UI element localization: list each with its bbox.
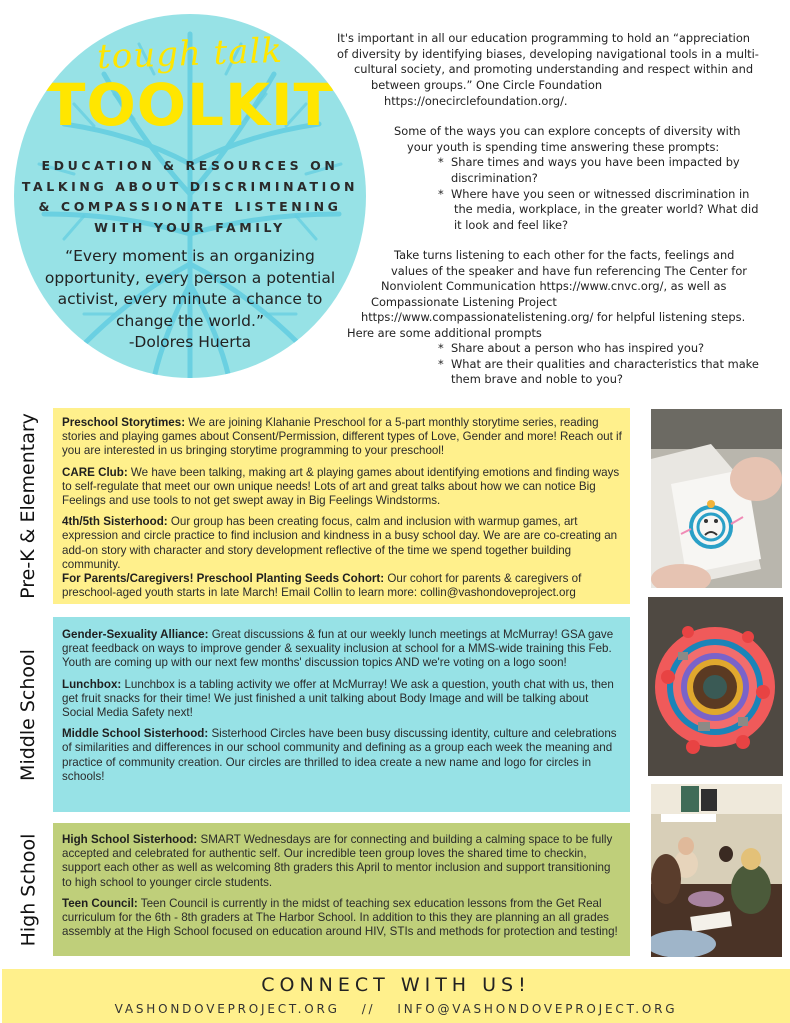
program-description: Our cohort for parents & caregivers of preschool-aged youth starts in late March! Email Collin to learn more: collin@vashondoveproject.org — [62, 572, 582, 600]
quote-line: change the world.” — [116, 311, 264, 330]
section-label-prek-elementary — [8, 408, 48, 604]
program-item — [62, 678, 622, 721]
section-label-middle-school — [8, 617, 48, 812]
prompt-line: it look and feel like? — [454, 218, 569, 232]
section-label-text: Middle School — [17, 648, 40, 781]
quote-line: opportunity, every person a potential — [44, 268, 336, 287]
quote-line: activist, every minute a chance to — [57, 290, 323, 308]
intro-line: Here are some additional prompts — [347, 326, 542, 340]
section-label-high-school — [8, 823, 48, 956]
prompt-line: Share times and ways you have been impacted by — [451, 155, 740, 169]
bullet: * — [438, 155, 444, 169]
program-title: Gender-Sexuality Alliance: — [62, 628, 209, 641]
one-circle-link[interactable]: https://onecirclefoundation.org/. — [384, 94, 568, 108]
intro-line: of diversity by identifying biases, developing navigational tools in a multi- — [337, 47, 759, 61]
photo-heart-circle — [648, 597, 783, 776]
intro-line: between groups.” One Circle Foundation — [371, 78, 603, 92]
intro-line: Compassionate Listening Project — [371, 295, 557, 309]
email-link[interactable]: INFO@VASHONDOVEPROJECT.ORG — [397, 1002, 678, 1016]
bullet: * — [438, 357, 444, 371]
program-description: Sisterhood Circles have been busy discussing identity, culture and celebrations of similarities and differences in our school community and defining as a group each week the meaning and practice of community creation. Our circles are thrilled to idea create a new name and logo for circles in schools! — [62, 727, 617, 783]
script-title: tough talk — [96, 30, 284, 78]
bullet: * — [438, 187, 444, 201]
program-title: High School Sisterhood: — [62, 833, 198, 846]
program-item — [62, 572, 622, 600]
program-item — [62, 466, 622, 509]
program-description: SMART Wednesdays are for connecting and building a calming space to be fully accepted and celebrated for authentic self. Our incredible teen group loves the shared time to checkin, support each other as well as welcoming 8th graders this April to mentor inclusion and support transitioning to high school to younger circle students. — [62, 833, 613, 889]
program-item — [62, 727, 622, 784]
program-title: Middle School Sisterhood: — [62, 727, 209, 741]
separator: // — [361, 1002, 376, 1016]
program-title: Lunchbox: — [62, 677, 122, 691]
program-item — [62, 897, 622, 940]
middle-school-box — [53, 617, 630, 812]
photo-drawing-book — [651, 409, 782, 588]
program-description: Lunchbox is a tabling activity we offer at McMurray! We ask a question, youth chat with us, then get fruit snacks for their time! We just finished a unit talking about Body Image and will be talking about Social Media Safety next! — [62, 677, 614, 720]
intro-line: Some of the ways you can explore concepts of diversity with — [394, 124, 741, 138]
section-label-text: Pre-K & Elementary — [17, 413, 39, 599]
program-title: For Parents/Caregivers! Preschool Planting Seeds Cohort: — [62, 572, 385, 586]
program-description: Our group has been creating focus, calm and inclusion with warmup games, art expression and circle practice to find inclusion and kindness in a busy school day. We are are co-creating an add-on story with character and story development reflective of the time we spend together building community. — [62, 515, 618, 571]
prompt-line: them brave and noble to you? — [451, 372, 623, 386]
hero-circle — [14, 14, 366, 378]
prompt-line: Share about a person who has inspired you? — [451, 341, 705, 355]
program-description: We are joining Klahanie Preschool for a 5-part monthly storytime series, reading stories and playing games about Consent/Permission, different types of Love, Gender and more! Reach out if you are interested in us bringing storytime programming to your preschool! — [62, 416, 622, 458]
bullet: * — [438, 341, 444, 355]
intro-line: Nonviolent Communication https://www.cnvc.org/, as well as — [381, 279, 727, 293]
dolores-huerta-quote — [14, 246, 366, 354]
prompt-line: discrimination? — [451, 171, 538, 185]
subtitle-line: EDUCATION & RESOURCES ON — [41, 158, 339, 173]
high-school-box — [53, 823, 630, 956]
program-item — [62, 515, 622, 572]
program-description: Teen Council is currently in the midst of teaching sex education lessons from the Get Real curriculum for the 6th - 8th graders at The Harbor School. In addition to this they are planning an all grades assembly at the High School focused on education around HIV, STIs and methods for protection and testing! — [62, 896, 618, 939]
program-item — [62, 628, 622, 671]
intro-line: It's important in all our education programming to hold an “appreciation — [337, 31, 751, 45]
prompt-line: Where have you seen or witnessed discrimination in — [451, 187, 750, 201]
intro-line: cultural society, and promoting understanding and respect within and — [354, 62, 754, 76]
photo-teen-group — [651, 784, 782, 957]
section-label-text: High School — [17, 833, 40, 946]
program-title: Teen Council: — [62, 896, 138, 910]
website-link[interactable]: VASHONDOVEPROJECT.ORG — [114, 1002, 340, 1016]
subtitle-line: & COMPASSIONATE LISTENING — [38, 199, 342, 214]
intro-line: Take turns listening to each other for the facts, feelings and — [394, 248, 735, 262]
prompt-line: the media, workplace, in the greater world? What did — [454, 202, 759, 216]
program-title: Preschool Storytimes: — [62, 416, 186, 429]
footer-banner — [2, 969, 790, 1023]
intro-line: values of the speaker and have fun referencing The Center for — [391, 264, 747, 278]
program-item — [62, 416, 622, 459]
quote-line: “Every moment is an organizing — [65, 247, 315, 265]
program-description: Great discussions & fun at our weekly lunch meetings at McMurray! GSA gave great feedback on ways to improve gender & sexuality inclusion at school for a MMS-wide training this Feb. Youth are coming up with our next few months' discussion topics AND we're voting on a logo soon! — [62, 628, 614, 670]
intro-line: https://www.compassionatelistening.org/ for helpful listening steps. — [361, 310, 746, 324]
program-item — [62, 833, 622, 890]
program-title: CARE Club: — [62, 465, 128, 479]
program-title: 4th/5th Sisterhood: — [62, 515, 168, 529]
toolkit-title: TOOLKIT — [45, 71, 335, 139]
program-description: We have been talking, making art & playing games about identifying emotions and finding ways to self-regulate that meet our own unique needs! Lots of art and great talks about how we can notice Big Feelings and use tools to not get swept away in Big Feelings Windstorms. — [62, 465, 620, 508]
subtitle-line: WITH YOUR FAMILY — [94, 219, 286, 235]
connect-heading: CONNECT WITH US! — [261, 974, 531, 996]
hero-subtitle — [14, 156, 366, 238]
quote-attribution: -Dolores Huerta — [128, 333, 252, 351]
subtitle-line: TALKING ABOUT DISCRIMINATION — [21, 178, 359, 194]
intro-line: your youth is spending time answering these prompts: — [407, 140, 720, 154]
footer-links — [2, 1002, 790, 1016]
prompt-line: What are their qualities and characteristics that make — [451, 357, 759, 371]
prek-elementary-box — [53, 408, 630, 604]
